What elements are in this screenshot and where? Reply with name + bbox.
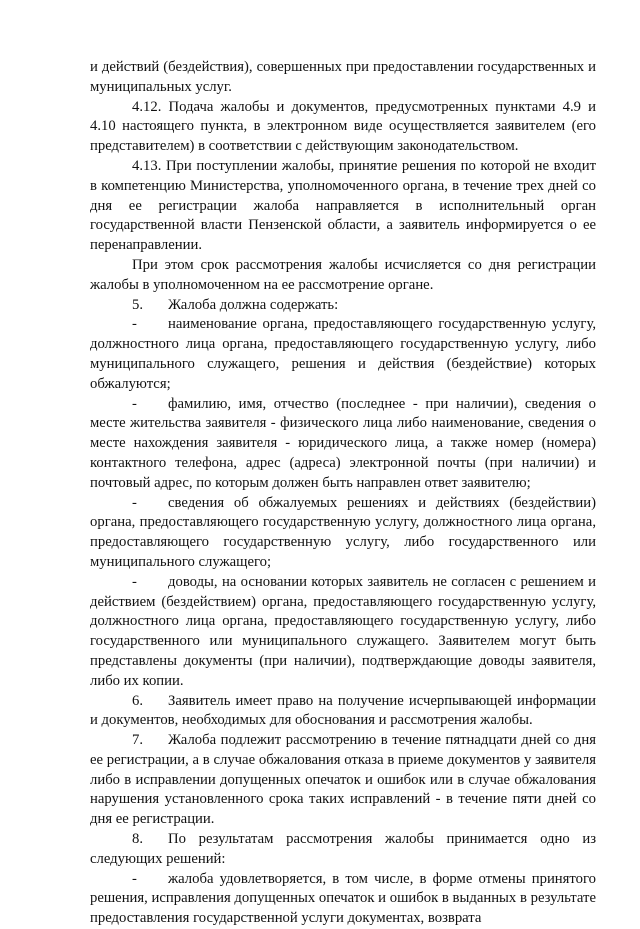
list-item-text: жалоба удовлетворяется, в том числе, в форме отмены принятого решения, исправления допущенных опечаток и ошибок в выданных в результате предоставления государственной услуги документах, возврата [90, 870, 596, 927]
paragraph-review-period: При этом срок рассмотрения жалобы исчисляется со дня регистрации жалобы в уполномоченном на ее рассмотрение органе. [90, 256, 596, 293]
list-marker: - [132, 316, 137, 333]
section-number: 7. [132, 732, 144, 749]
list-item-text: наименование органа, предоставляющего государственную услугу, должностного лица органа, предоставляющего государственную услугу, либо муниципального служащего, решения и действия (бездействие) которых обжалуются; [90, 316, 596, 392]
section-text: Заявитель имеет право на получение исчерпывающей информации и документов, необходимых для обоснования и рассмотрения жалобы. [90, 692, 596, 729]
section-number: 8. [132, 831, 144, 848]
paragraph-continuation: и действий (бездействия), совершенных при предоставлении государственных и муниципальных услуг. [90, 59, 596, 95]
section-6 [90, 692, 596, 732]
section-text: Жалоба подлежит рассмотрению в течение пятнадцати дней со дня ее регистрации, а в случае обжалования отказа в приеме документов у заявителя либо в исправлении допущенных опечаток и ошибок или в случае обжалования нарушения установленного срока таких исправлений - в течение пяти дней со дня ее регистрации. [90, 732, 596, 828]
section-number: 5. [132, 296, 144, 313]
list-item-text: фамилию, имя, отчество (последнее - при наличии), сведения о месте жительства заявителя - физического лица либо наименование, сведения о месте нахождения заявителя - юридического лица, а также номер (номера) контактного телефона, адрес (адреса) электронной почты (при наличии) и почтовый адрес, по которым должен быть направлен ответ заявителю; [90, 395, 596, 491]
list-item [90, 395, 596, 494]
section-5-heading [90, 296, 596, 316]
list-marker: - [132, 573, 137, 590]
section-text: Жалоба должна содержать: [168, 296, 339, 313]
list-item [90, 573, 596, 692]
list-item [90, 870, 596, 929]
paragraph-4-13: 4.13. При поступлении жалобы, принятие решения по которой не входит в компетенцию Министерства, уполномоченного органа, в течение трех дней со дня ее регистрации жалоба направляется в исполнительный орган государственной власти Пензенской области, а заявитель информируется о ее перенаправлении. [90, 157, 596, 254]
section-8 [90, 830, 596, 870]
list-marker: - [132, 395, 137, 412]
list-marker: - [132, 494, 137, 511]
list-item-text: сведения об обжалуемых решениях и действиях (бездействии) органа, предоставляющего государственную услугу, должностного лица органа, предоставляющего государственную услугу, либо государственного или муниципального служащего; [90, 494, 596, 570]
section-number: 6. [132, 692, 144, 709]
list-item [90, 494, 596, 573]
document-page [90, 58, 596, 929]
paragraph-4-12: 4.12. Подача жалобы и документов, предусмотренных пунктами 4.9 и 4.10 настоящего пункта, в электронном виде осуществляется заявителем (его представителем) в соответствии с действующим законодательством. [90, 98, 596, 155]
section-text: По результатам рассмотрения жалобы принимается одно из следующих решений: [90, 831, 596, 867]
list-item-text: доводы, на основании которых заявитель не согласен с решением и действием (бездействием) органа, предоставляющего государственную услугу, должностного лица органа, предоставляющего государственную услугу, либо государственного или муниципального служащего. Заявителем могут быть представлены документы (при наличии), подтверждающие доводы заявителя, либо их копии. [90, 573, 596, 689]
list-item [90, 315, 596, 394]
section-7 [90, 731, 596, 830]
list-marker: - [132, 870, 137, 887]
